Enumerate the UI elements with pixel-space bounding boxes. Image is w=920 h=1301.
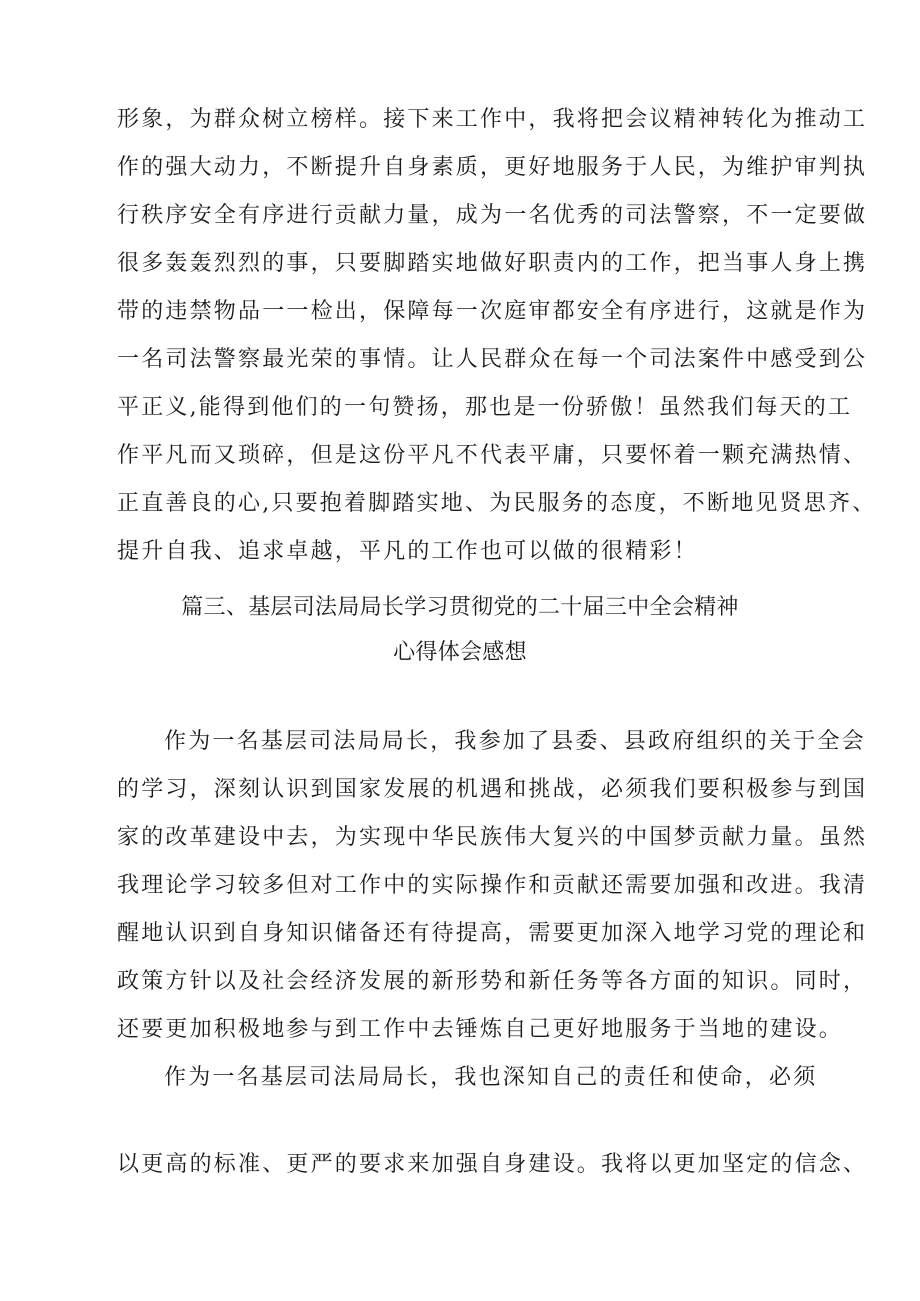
text-line: 提升自我、追求卓越，平凡的工作也可以做的很精彩！	[117, 539, 698, 564]
text-line: 行秩序安全有序进行贡献力量，成为一名优秀的司法警察，不一定要做	[117, 203, 868, 228]
text-line: 带的违禁物品一一检出，保障每一次庭审都安全有序进行，这就是作为	[117, 299, 868, 324]
text-line: 作为一名基层司法局局长，我参加了县委、县政府组织的关于全会	[164, 729, 866, 754]
heading-line-1: 篇三、基层司法局局长学习贯彻党的二十届三中全会精神	[181, 595, 739, 620]
text-line: 正直善良的心,只要抱着脚踏实地、为民服务的态度，不断地见贤思齐、	[117, 491, 877, 516]
text-line: 作平凡而又琐碎，但是这份平凡不代表平庸，只要怀着一颗充满热情、	[117, 443, 868, 468]
text-line: 以更高的标准、更严的要求来加强自身建设。我将以更加坚定的信念、	[117, 1152, 868, 1177]
text-line: 很多轰轰烈烈的事，只要脚踏实地做好职责内的工作，把当事人身上携	[117, 251, 868, 276]
text-line: 还要更加积极地参与到工作中去锤炼自己更好地服务于当地的建设。	[117, 1017, 844, 1042]
heading-line-2: 心得体会感想	[393, 640, 527, 665]
text-line: 作为一名基层司法局局长，我也深知自己的责任和使命，必须	[164, 1065, 818, 1090]
text-line: 作的强大动力，不断提升自身素质，更好地服务于人民，为维护审判执	[117, 155, 868, 180]
text-line: 我理论学习较多但对工作中的实际操作和贡献还需要加强和改进。我清	[117, 873, 868, 898]
text-line: 政策方针以及社会经济发展的新形势和新任务等各方面的知识。同时，	[117, 969, 868, 994]
text-line: 家的改革建设中去，为实现中华民族伟大复兴的中国梦贡献力量。虽然	[117, 825, 868, 850]
text-line: 的学习，深刻认识到国家发展的机遇和挑战，必须我们要积极参与到国	[117, 777, 868, 802]
text-line: 形象，为群众树立榜样。接下来工作中，我将把会议精神转化为推动工	[117, 107, 868, 132]
text-line: 醒地认识到自身知识储备还有待提高，需要更加深入地学习党的理论和	[117, 921, 868, 946]
text-line: 平正义,能得到他们的一句赞扬，那也是一份骄傲！虽然我们每天的工	[117, 395, 853, 420]
text-line: 一名司法警察最光荣的事情。让人民群众在每一个司法案件中感受到公	[117, 347, 868, 372]
